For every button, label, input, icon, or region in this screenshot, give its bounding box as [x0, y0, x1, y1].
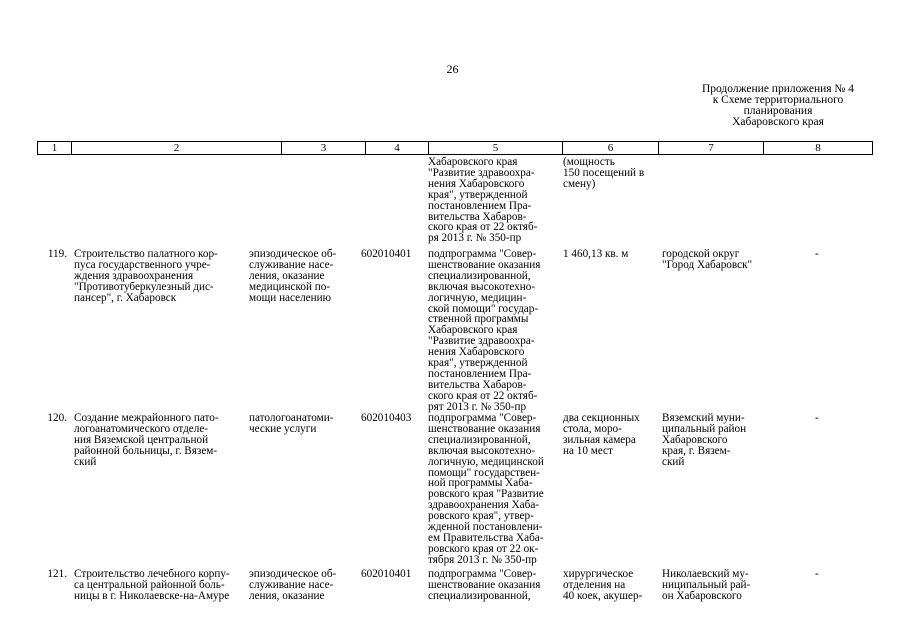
code-cell: 602010401 — [361, 248, 412, 260]
basis-cell: подпрограмма "Совер- шенствование оказания специализированной, — [428, 568, 541, 602]
column-number: 7 — [708, 142, 714, 154]
column-number: 5 — [492, 142, 499, 154]
column-number: 3 — [320, 142, 327, 154]
capacity-cell: два секционных стола, моро- зильная камера на 10 мест — [563, 412, 640, 457]
purpose-cell: эпизодическое об- служивание насе- ления, оказание медицинской по- мощи населению — [249, 248, 337, 304]
purpose-cell: эпизодическое об- служивание насе- ления, оказание — [249, 568, 337, 602]
location-cell: городской округ "Город Хабаровск" — [662, 248, 753, 271]
appendix-line: Хабаровского края — [732, 116, 824, 128]
column-number: 2 — [173, 142, 180, 154]
appendix-line: к Схеме территориального — [712, 94, 844, 106]
basis-cell: подпрограмма "Совер- шенствование оказания специализированной, включая высокотехно- логичную, медицинской помощи" государствен- ной программы Хаба- ровского края "Развитие здравоохранения Хаба- ровского края", утвер- жденной постановлени- ем Правительства Хаба- ровского края от 22 ок- тября 2013 г. № 350-пр — [428, 412, 544, 566]
row-number: 121. — [47, 568, 67, 580]
appendix-header — [690, 84, 866, 128]
purpose-cell: патологоанатоми- ческие услуги — [249, 412, 334, 435]
zone-cell: - — [815, 412, 819, 424]
object-cell: Строительство палатного кор- пуса государственного учре- ждения здравоохранения "Противотуберкулезный дис- пансер", г. Хабаровск — [74, 248, 218, 304]
appendix-line: планирования — [743, 105, 813, 117]
code-cell: 602010403 — [361, 412, 412, 424]
column-number: 1 — [51, 142, 58, 154]
location-cell: Николаевский му- ниципальный рай- он Хабаровского — [662, 568, 751, 602]
code-cell: 602010401 — [361, 568, 412, 580]
basis-cell: Хабаровского края "Развитие здравоохра- нения Хабаровского края", утвержденной постановлением Пра- вительства Хабаров- ского края от 22 октяб- ря 2013 г. № 350-пр — [428, 156, 538, 245]
column-number-header — [37, 141, 873, 155]
row-number: 119. — [47, 248, 67, 260]
capacity-cell: 1 460,13 кв. м — [563, 248, 629, 260]
capacity-cell: (мощность 150 посещений в смену) — [563, 156, 645, 190]
basis-cell: подпрограмма "Совер- шенствование оказания специализированной, включая высокотехно- логичную, медицин- ской помощи" государ- ственной программы Хабаровского края "Развитие здравоохра- нения Хабаровского края", утвержденной постановлением Пра- вительства Хабаров- ского края от 22 октяб- рят 2013 г. № 350-пр — [428, 248, 541, 413]
column-number: 6 — [607, 142, 614, 154]
row-number: 120. — [47, 412, 67, 424]
location-cell: Вяземский муни- ципальный район Хабаровского края, г. Вязем- ский — [662, 412, 747, 468]
object-cell: Строительство лечебного корпу- са центральной районной боль- ницы в г. Николаевске-на-Амуре — [74, 568, 230, 602]
zone-cell: - — [815, 568, 819, 580]
capacity-cell: хирургическое отделения на 40 коек, акушер- — [563, 568, 643, 602]
appendix-line: Продолжение приложения № 4 — [701, 83, 855, 95]
zone-cell: - — [815, 248, 819, 260]
object-cell: Создание межрайонного пато- логоанатомического отделе- ния Вяземской центральной районной больницы, г. Вязем- ский — [74, 412, 219, 468]
column-number: 4 — [394, 142, 400, 154]
column-number: 8 — [815, 142, 821, 154]
page-number: 26 — [446, 62, 459, 76]
